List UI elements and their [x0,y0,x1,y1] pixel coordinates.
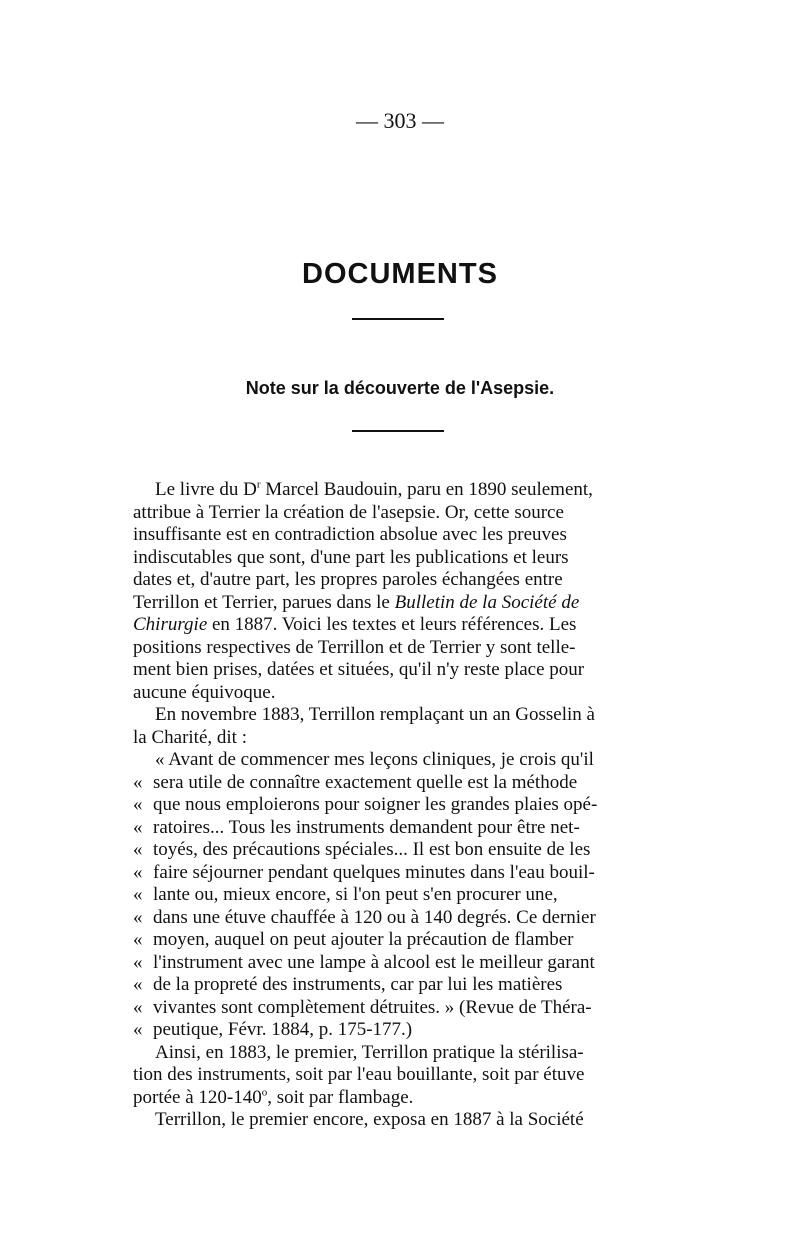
quote-line: « Avant de commencer mes leçons cliniques, je crois qu'il [155,749,594,770]
text-line: ment bien prises, datées et situées, qu'il n'y reste place pour [133,659,585,680]
text-line [133,479,668,502]
quote-mark: « [133,906,143,928]
quote-line: « de la propreté des instruments, car par lui les matières [133,974,563,995]
text-line [133,614,668,637]
journal-title: Bulletin de la Société de [394,591,580,613]
text-line: tion des instruments, soit par l'eau bouillante, soit par étuve [133,1064,585,1085]
quote-mark: « [133,996,143,1018]
quote-line: « que nous emploierons pour soigner les grandes plaies opé- [133,794,598,815]
text-segment: Le livre du $D^r$ Marcel Baudouin, paru en 1890 seulement, [155,478,593,500]
divider-bottom [352,430,444,432]
quote-line: « peutique, Févr. 1884, p. 175-177.) [133,1019,413,1040]
text-line: positions respectives de Terrillon et de Terrier y sont telle- [133,636,576,658]
quote-line: « faire séjourner pendant quelques minutes dans l'eau bouil- [133,861,595,883]
section-subtitle: Note sur la découverte de l'Asepsie. [245,378,555,398]
text-line: aucune équivoque. [133,681,276,703]
text-line: dates et, d'autre part, les propres paroles échangées entre [133,569,563,590]
quote-mark: « [133,1019,143,1040]
text-line: indiscutables que sont, d'une part les publications et leurs [133,546,569,568]
text-segment: portée à 120-140$^o$, soit par flambage. [133,1086,414,1108]
text-segment: Chirurgie en 1887. Voici les textes et leurs références. Les [133,614,577,635]
quote-mark: « [133,771,143,793]
quote-mark: « [133,884,143,905]
text-segment: Terrillon et Terrier, parues dans le Bulletin de la Société de [133,591,580,613]
quote-line: « sera utile de connaître exactement quelle est la méthode [133,771,578,793]
text-line [133,1087,668,1110]
quote-line: « lante ou, mieux encore, si l'on peut s'en procurer une, [133,884,558,905]
body-text [133,479,668,1132]
quote-mark: « [133,974,143,995]
quote-line: « toyés, des précautions spéciales... Il est bon ensuite de les [133,839,591,860]
quote-mark: « [133,794,143,815]
quote-mark: « [133,951,143,973]
text-line [133,592,668,615]
text-line: la Charité, dit : [133,726,247,748]
journal-title: Chirurgie [133,614,208,635]
quote-line: « dans une étuve chauffée à 120 ou à 140 degrés. Ce dernier [133,906,596,928]
quote-line: « moyen, auquel on peut ajouter la précaution de flamber [133,929,574,950]
quote-mark: « [133,816,143,838]
text-line: Ainsi, en 1883, le premier, Terrillon pratique la stérilisa- [155,1041,584,1063]
quote-line: « l'instrument avec une lampe à alcool est le meilleur garant [133,951,595,973]
text-line: attribue à Terrier la création de l'asepsie. Or, cette source [133,501,564,523]
quote-mark: « [133,929,143,950]
page-title: DOCUMENTS [302,258,498,290]
quote-mark: « [133,839,143,860]
text-line: En novembre 1883, Terrillon remplaçant un an Gosselin à [155,704,595,725]
quote-line: « vivantes sont complètement détruites. » (Revue de Théra- [133,996,592,1018]
quote-mark: « [133,861,143,883]
quote-line: « ratoires... Tous les instruments demandent pour être net- [133,816,580,838]
text-line: insuffisante est en contradiction absolue avec les preuves [133,524,567,545]
page-number: — 303 — [356,108,444,133]
divider-top [352,318,444,320]
text-line: Terrillon, le premier encore, exposa en 1887 à la Société [155,1109,584,1130]
